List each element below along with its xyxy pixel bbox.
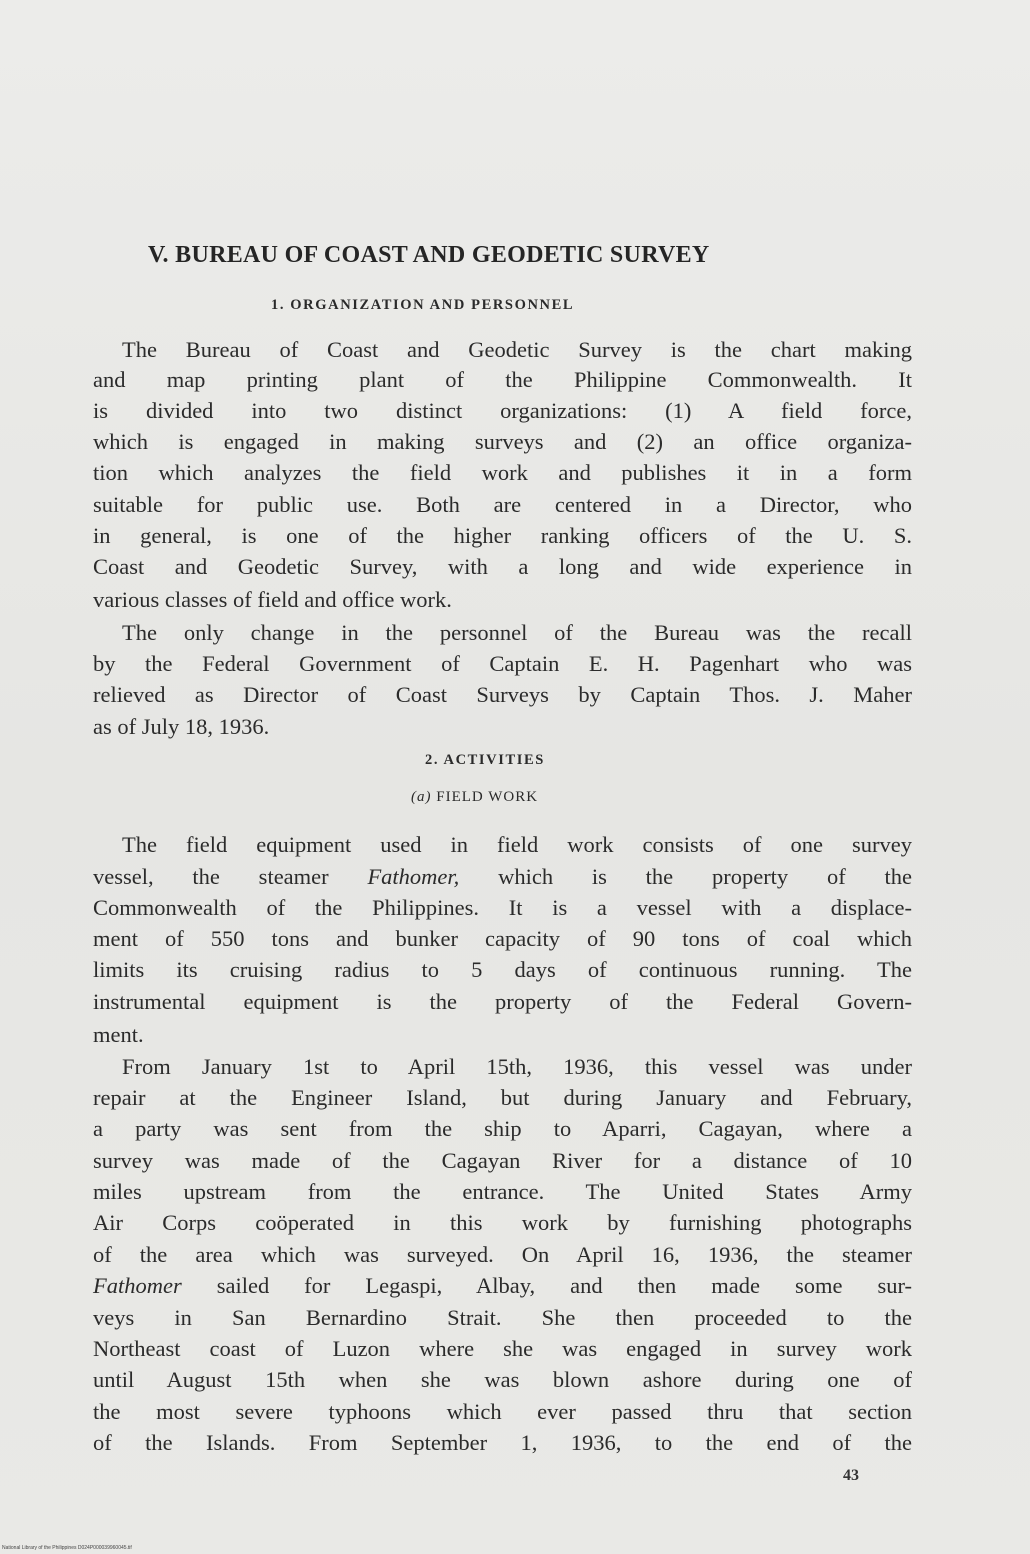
text-line: Northeast coast of Luzon where she was engaged in survey work <box>93 1336 912 1361</box>
text-line: the most severe typhoons which ever passed thru that section <box>93 1399 912 1424</box>
vessel-name: Fathomer <box>93 1273 182 1298</box>
text-line: until August 15th when she was blown ashore during one of <box>93 1367 912 1392</box>
text-line: Commonwealth of the Philippines. It is a vessel with a displace- <box>93 895 912 920</box>
text-line: of the Islands. From September 1, 1936, to the end of the <box>93 1430 912 1455</box>
text-line: instrumental equipment is the property of the Federal Govern- <box>93 989 912 1014</box>
text-line: which is engaged in making surveys and (2) an office organiza- <box>93 429 912 454</box>
text-line: miles upstream from the entrance. The United States Army <box>93 1179 912 1204</box>
text-line: of the area which was surveyed. On April 16, 1936, the steamer <box>93 1242 912 1267</box>
text-line: ment of 550 tons and bunker capacity of 90 tons of coal which <box>93 926 912 951</box>
text-line: veys in San Bernardino Strait. She then proceeded to the <box>93 1305 912 1330</box>
text-line: a party was sent from the ship to Aparri, Cagayan, where a <box>93 1116 912 1141</box>
text-line: suitable for public use. Both are centered in a Director, who <box>93 492 912 517</box>
section-heading-organization: 1. ORGANIZATION AND PERSONNEL <box>271 297 575 313</box>
text-line: The field equipment used in field work consists of one survey <box>122 832 912 857</box>
page-number: 43 <box>843 1467 859 1484</box>
text-line: Fathomer sailed for Legaspi, Albay, and then made some sur- <box>93 1273 912 1298</box>
text-line: From January 1st to April 15th, 1936, this vessel was under <box>122 1054 912 1079</box>
chapter-title: V. BUREAU OF COAST AND GEODETIC SURVEY <box>148 242 710 268</box>
subsection-title: FIELD WORK <box>436 789 539 805</box>
text-line: limits its cruising radius to 5 days of continuous running. The <box>93 957 912 982</box>
subsection-heading-field-work <box>411 789 538 806</box>
subsection-letter: (a) <box>411 789 432 805</box>
text-line: ment. <box>93 1022 144 1047</box>
text-line: relieved as Director of Coast Surveys by Captain Thos. J. Maher <box>93 682 912 707</box>
text-line: survey was made of the Cagayan River for a distance of 10 <box>93 1148 912 1173</box>
text-line: as of July 18, 1936. <box>93 714 270 739</box>
text-line: vessel, the steamer Fathomer, which is the property of the <box>93 864 912 889</box>
scan-footer: National Library of the Philippines D024P000039960045.tif <box>2 1545 132 1551</box>
section-heading-activities: 2. ACTIVITIES <box>425 752 545 768</box>
text-line: in general, is one of the higher ranking officers of the U. S. <box>93 523 912 548</box>
text-line: various classes of field and office work. <box>93 587 452 612</box>
text-line: by the Federal Government of Captain E. H. Pagenhart who was <box>93 651 912 676</box>
text-line: The only change in the personnel of the Bureau was the recall <box>122 620 912 645</box>
text-line: is divided into two distinct organizations: (1) A field force, <box>93 398 912 423</box>
text-line: The Bureau of Coast and Geodetic Survey is the chart making <box>122 337 912 362</box>
vessel-name: Fathomer, <box>367 864 460 889</box>
text-line: repair at the Engineer Island, but during January and February, <box>93 1085 912 1110</box>
text-line: Coast and Geodetic Survey, with a long and wide experience in <box>93 554 912 579</box>
text-line: tion which analyzes the field work and publishes it in a form <box>93 460 912 485</box>
text-line: Air Corps coöperated in this work by furnishing photographs <box>93 1210 912 1235</box>
text-line: and map printing plant of the Philippine Commonwealth. It <box>93 367 912 392</box>
